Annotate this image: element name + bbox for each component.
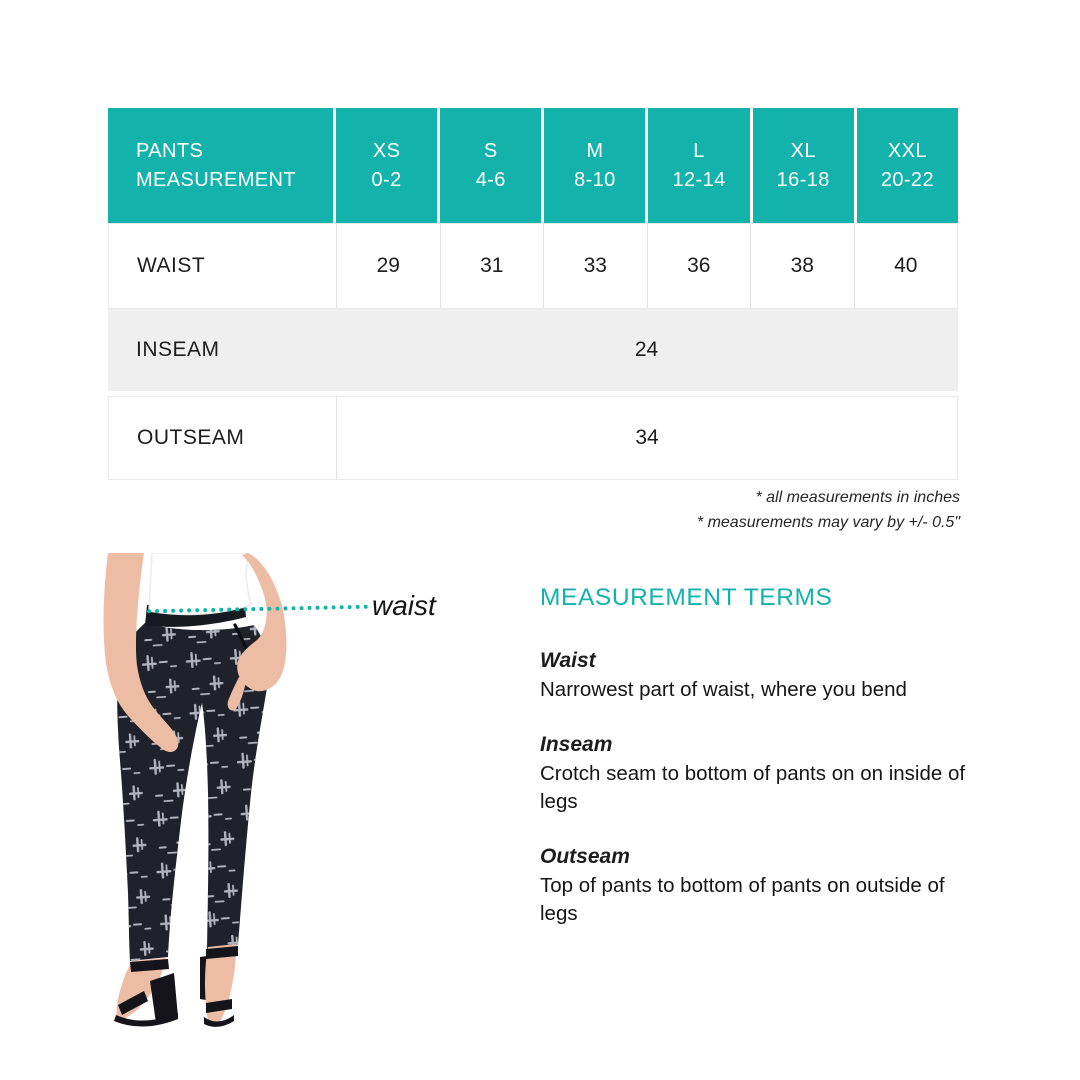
header-cell-pants-measurement <box>108 108 333 223</box>
size-label: M <box>586 139 604 162</box>
table-row-waist <box>108 223 958 309</box>
waist-value-xxl: 40 <box>854 224 958 308</box>
header-cell-size-l <box>648 108 749 223</box>
model-photo <box>88 553 488 1077</box>
size-range: 4-6 <box>475 168 506 191</box>
size-label: S <box>483 139 498 162</box>
size-label: XS <box>372 139 401 162</box>
term-name: Waist <box>540 649 596 672</box>
term-item-outseam <box>540 845 974 929</box>
size-label: XL <box>790 139 816 162</box>
waist-value-m: 33 <box>543 224 647 308</box>
term-definition: Crotch seam to bottom of pants on on inside of legs <box>540 761 966 813</box>
term-definition: Top of pants to bottom of pants on outside of legs <box>540 873 945 925</box>
table-row-outseam <box>108 396 958 480</box>
table-header-row <box>108 108 958 223</box>
waist-value-l: 36 <box>647 224 751 308</box>
size-range: 8-10 <box>574 168 616 191</box>
header-cell-size-xl <box>753 108 854 223</box>
size-label: XXL <box>887 139 927 162</box>
inseam-value: 24 <box>634 338 659 361</box>
note-inches: * all measurements in inches <box>755 489 960 506</box>
header-cell-size-m <box>544 108 645 223</box>
term-item-inseam <box>540 733 974 817</box>
header-cell-size-xs <box>336 108 437 223</box>
note-variance: * measurements may vary by +/- 0.5" <box>696 513 960 531</box>
term-item-waist <box>540 649 974 705</box>
measurement-notes <box>108 486 960 535</box>
header-cell-size-s <box>440 108 541 223</box>
size-range: 20-22 <box>880 168 934 191</box>
waist-value-xl: 38 <box>750 224 854 308</box>
size-table <box>108 108 958 480</box>
header-cell-size-xxl <box>857 108 958 223</box>
waist-value-s: 31 <box>440 224 544 308</box>
table-row-inseam <box>108 309 958 391</box>
outseam-row-label: OUTSEAM <box>137 426 245 449</box>
measurement-terms-section <box>540 584 974 957</box>
size-label: L <box>693 139 705 162</box>
size-range: 0-2 <box>371 168 402 191</box>
left-sandal <box>114 958 178 1027</box>
waist-annotation-label: waist <box>372 590 436 621</box>
term-name: Outseam <box>540 844 630 868</box>
outseam-value: 34 <box>336 397 957 479</box>
terms-title: MEASUREMENT TERMS <box>540 584 833 611</box>
term-name: Inseam <box>540 732 613 756</box>
size-range: 16-18 <box>776 168 830 191</box>
inseam-row-label: INSEAM <box>136 338 220 361</box>
size-range: 12-14 <box>672 168 726 191</box>
waist-value-xs: 29 <box>336 224 440 308</box>
header-label: PANTS MEASUREMENT <box>136 139 296 191</box>
white-top <box>149 553 251 614</box>
waist-row-label: WAIST <box>137 254 206 277</box>
term-definition: Narrowest part of waist, where you bend <box>540 678 907 701</box>
right-sandal <box>200 944 238 1027</box>
